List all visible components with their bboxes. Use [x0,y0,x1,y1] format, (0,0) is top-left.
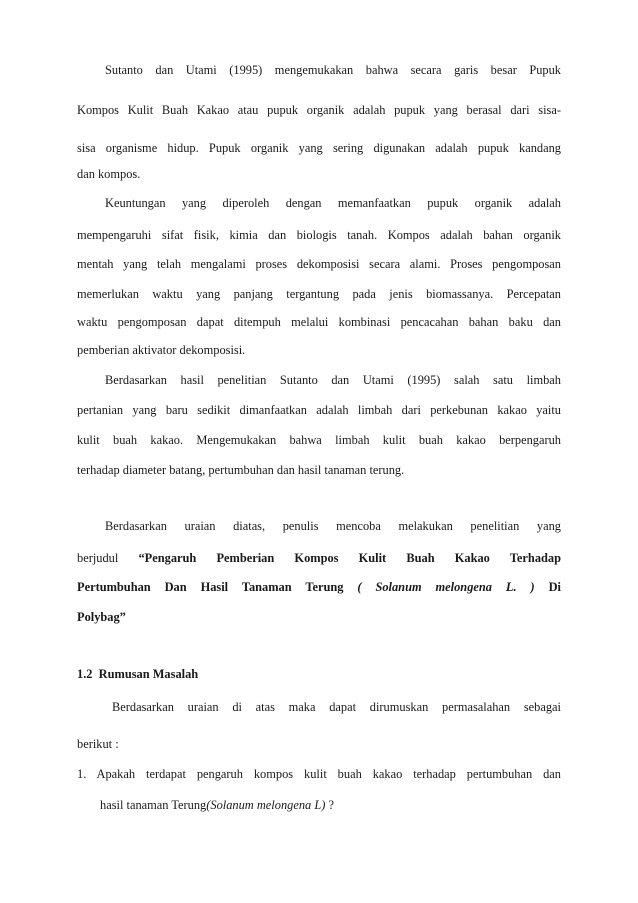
paragraph-line: waktu pengomposan dapat ditempuh melalui kombinasi pencacahan bahan baku dan [77,315,561,329]
paragraph-line: Sutanto dan Utami (1995) mengemukakan bahwa secara garis besar Pupuk [105,63,561,77]
paragraph-line: terhadap diameter batang, pertumbuhan dan hasil tanaman terung. [77,463,405,477]
paragraph-line: Keuntungan yang diperoleh dengan memanfaatkan pupuk organik adalah [105,196,561,210]
paragraph-line: Berdasarkan hasil penelitian Sutanto dan Utami (1995) salah satu limbah [105,373,561,387]
list-item-continuation [100,796,561,814]
paragraph-line: Berdasarkan uraian di atas maka dapat dirumuskan permasalahan sebagai [112,700,561,714]
scientific-name: ( Solanum melongena L. ) [357,580,535,594]
paragraph-line: Berdasarkan uraian diatas, penulis mencoba melakukan penelitian yang [105,519,561,533]
paragraph-line: kulit buah kakao. Mengemukakan bahwa limbah kulit buah kakao berpengaruh [77,433,561,447]
paragraph-line: sisa organisme hidup. Pupuk organik yang sering digunakan adalah pupuk kandang [77,141,561,155]
title-prefix: berjudul [77,551,119,565]
paragraph-line: dan kompos. [77,167,141,181]
list-item: 1. Apakah terdapat pengaruh kompos kulit buah kakao terhadap pertumbuhan dan [77,767,561,781]
section-heading: 1.2 Rumusan Masalah [77,667,199,681]
list-item-text: hasil tanaman Terung [100,798,207,812]
research-title: Pertumbuhan Dan Hasil Tanaman Terung [77,580,344,594]
paragraph-line: mentah yang telah mengalami proses dekomposisi secara alami. Proses pengomposan [77,257,561,271]
paragraph-line: pertanian yang baru sedikit dimanfaatkan adalah limbah dari perkebunan kakao yaitu [77,403,561,417]
paragraph-line: mempengaruhi sifat fisik, kimia dan biologis tanah. Kompos adalah bahan organik [77,228,561,242]
paragraph-line: Kompos Kulit Buah Kakao atau pupuk organik adalah pupuk yang berasal dari sisa- [77,103,561,117]
research-title: Polybag” [77,610,126,624]
scientific-name: (Solanum melongena L) [206,798,326,812]
paragraph-line-title [77,578,561,596]
paragraph-line: pemberian aktivator dekomposisi. [77,343,246,357]
research-title: “Pengaruh Pemberian Kompos Kulit Buah Kakao Terhadap [138,551,561,565]
paragraph-line: memerlukan waktu yang panjang tergantung pada jenis biomassanya. Percepatan [77,287,561,301]
paragraph-line-title [77,549,561,567]
research-title: Di [548,580,561,594]
paragraph-line: berikut : [77,737,119,751]
list-item-text: ? [325,798,334,812]
